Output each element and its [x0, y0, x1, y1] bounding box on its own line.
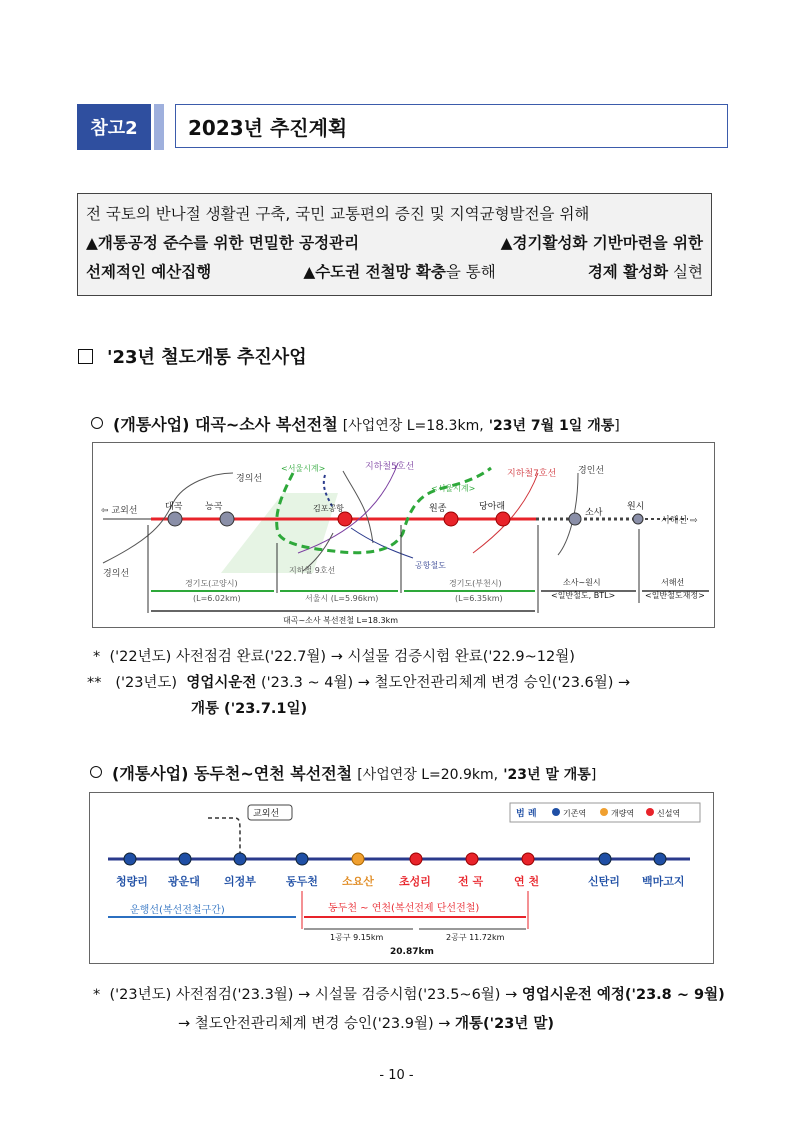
segment-sosa-wonsi-name: 소사~원시 [563, 578, 601, 587]
station-choseongni [410, 853, 422, 865]
label-operating-section: 운행선(복선전철구간) [130, 905, 225, 916]
label-total-length: 20.87km [390, 947, 434, 957]
segment-seohae-type: <일반철도재정> [645, 591, 705, 600]
station-gimpo-airport [338, 512, 352, 526]
project-2-open-date: '23년 말 개통 [503, 767, 591, 783]
section-heading [78, 343, 307, 369]
note-mark: ** [87, 675, 102, 691]
label-station-neunggok: 능곡 [205, 502, 223, 512]
project-2-note-1-text: ('23년도) 사전점검('23.3월) → 시설물 검증시험('23.5~6월) → [109, 987, 518, 1003]
label-station-soyosan: 소요산 [342, 875, 374, 888]
station-uijeongbu [234, 853, 246, 865]
reference-badge: 참고2 [77, 104, 151, 150]
station-wonsi [633, 514, 643, 524]
segment-bucheon-length: (L=6.35km) [455, 594, 503, 603]
label-station-baengmagoji: 백마고지 [642, 875, 685, 888]
circle-bullet-icon [91, 417, 103, 429]
station-jeongok [466, 853, 478, 865]
label-station-choseongni: 초성리 [399, 875, 431, 888]
project-1-name: (개통사업) 대곡~소사 복선전철 [113, 415, 338, 434]
summary-line-2 [86, 229, 703, 258]
label-station-cheongnyangni: 청량리 [116, 875, 148, 888]
summary-point-budget: ▲경기활성화 기반마련을 위한 [500, 234, 703, 252]
summary-text-via: 을 통해 [445, 263, 496, 281]
note-2-year: ('23년도) [115, 675, 178, 691]
section-title: '23년 철도개통 추진사업 [107, 347, 307, 368]
project-1-open-date: '23년 7월 1일 개통 [488, 418, 615, 434]
label-station-daegok: 대곡 [165, 502, 183, 512]
project-1-route-map [92, 442, 715, 628]
label-gyooe-line: ⇦ 교외선 [101, 506, 138, 516]
label-station-wonsi: 원시 [627, 502, 645, 512]
label-gyeongui-left: 경의선 [103, 569, 130, 579]
station-daegok [168, 512, 182, 526]
label-construction-section: 동두천 ~ 연천(복선전제 단선전철) [328, 903, 480, 914]
station-neunggok [220, 512, 234, 526]
segment-goyang-name: 경기도(고양시) [185, 579, 238, 588]
station-dangarae [496, 512, 510, 526]
project-2-heading [90, 761, 596, 784]
project-2-name: (개통사업) 동두천~연천 복선전철 [112, 764, 353, 783]
page-number: - 10 - [379, 1068, 414, 1083]
station-sosa [569, 513, 581, 525]
summary-text-realize: 실현 [673, 263, 703, 281]
label-line5: 지하철5호선 [365, 462, 415, 472]
project-2-note-1 [93, 983, 725, 1004]
station-gwangundae [179, 853, 191, 865]
project-2-note-2 [178, 1012, 554, 1033]
project-1-bracket: ] [614, 418, 620, 434]
label-zone1: 1공구 9.15km [330, 933, 384, 942]
project-2-opening: 개통('23년 말) [455, 1016, 554, 1032]
label-seoul-boundary-b: <서울시계> [431, 484, 476, 493]
note-2-text: ('23.3 ~ 4월) → 철도안전관리체계 변경 승인('23.6월) → [260, 675, 631, 691]
label-zone2: 2공구 11.72km [446, 933, 505, 942]
station-soyosan [352, 853, 364, 865]
note-mark: * [93, 987, 101, 1003]
legend-new: 신설역 [657, 809, 681, 818]
segment-seohae-name: 서해선 [661, 578, 685, 587]
label-station-sintanri: 신탄리 [588, 875, 620, 888]
project-1-heading [91, 412, 620, 435]
label-station-gwangundae: 광운대 [168, 875, 200, 888]
label-station-dongducheon: 동두천 [286, 875, 318, 888]
segment-seoul: 서울시 (L=5.96km) [305, 594, 379, 603]
summary-point-network: ▲수도권 전철망 확충 [303, 263, 446, 281]
total-length-label: 대곡~소사 복선전철 L=18.3km [283, 616, 399, 625]
summary-point-economy: 경제 활성화 [587, 263, 669, 281]
project-1-note-2 [87, 671, 630, 692]
segment-sosa-wonsi-type: <일반철도, BTL> [551, 591, 616, 600]
project-2-note-2-text: → 철도안전관리체계 변경 승인('23.9월) → [178, 1016, 451, 1032]
gyooe-dashed-line [208, 818, 240, 855]
project-1-extent: [사업연장 L=18.3km, [342, 418, 484, 434]
legend-existing-icon [552, 808, 560, 816]
summary-line-1 [86, 200, 703, 229]
station-wonjong [444, 512, 458, 526]
summary-point-schedule: ▲개통공정 준수를 위한 면밀한 공정관리 [86, 234, 360, 252]
project-2-route-map [89, 792, 714, 964]
header-accent-bar [154, 104, 164, 150]
label-line9: 지하철 9호선 [289, 566, 336, 575]
note-mark: * [93, 649, 101, 665]
label-station-jeongok: 전 곡 [458, 875, 484, 888]
square-bullet-icon [78, 349, 93, 364]
legend-existing: 기존역 [563, 809, 587, 818]
project-1-note-1 [93, 645, 575, 666]
project-2-trial-run: 영업시운전 예정('23.8 ~ 9월) [521, 987, 725, 1003]
station-yeoncheon [522, 853, 534, 865]
label-seohae-line: 서해선 ⇨ [661, 516, 698, 526]
label-gyeongin: 경인선 [578, 466, 605, 476]
legend-improved-icon [600, 808, 608, 816]
label-station-sosa: 소사 [585, 508, 603, 518]
page-title: 2023년 추진계획 [175, 104, 728, 148]
label-gyeongui-top: 경의선 [236, 474, 263, 484]
label-station-wonjong: 원종 [429, 504, 447, 514]
summary-line-3 [86, 258, 703, 287]
legend-title: 범 례 [516, 809, 537, 819]
project-2-bracket: ] [590, 767, 597, 783]
legend-improved: 개량역 [611, 809, 635, 818]
label-station-dangarae: 당아래 [479, 502, 506, 512]
label-station-yeoncheon: 연 천 [514, 875, 540, 888]
station-cheongnyangni [124, 853, 136, 865]
segment-bucheon-name: 경기도(부천시) [449, 579, 502, 588]
summary-box [77, 193, 712, 296]
legend-new-icon [646, 808, 654, 816]
circle-bullet-icon [90, 766, 102, 778]
station-baengmagoji [654, 853, 666, 865]
project-1-note-3: 개통 ('23.7.1일) [191, 701, 308, 717]
station-dongducheon [296, 853, 308, 865]
label-line7: 지하철7호선 [507, 469, 557, 479]
note-1-text: ('22년도) 사전점검 완료('22.7월) → 시설물 검증시험 완료('22.9~12월) [109, 649, 575, 665]
label-station-gimpo: 김포공항 [313, 504, 344, 513]
station-sintanri [599, 853, 611, 865]
label-airport-rail: 공항철도 [415, 561, 446, 570]
label-station-uijeongbu: 의정부 [224, 875, 256, 888]
label-gyooe: 교외선 [253, 809, 280, 819]
label-seoul-boundary-a: <서울시계> [281, 464, 326, 473]
summary-point-budget-2: 선제적인 예산집행 [86, 263, 212, 281]
note-2-trial-run: 영업시운전 [186, 675, 257, 691]
summary-text-1: 전 국토의 반나절 생활권 구축, 국민 교통편의 증진 및 지역균형발전을 위해 [86, 205, 590, 223]
project-2-extent: [사업연장 L=20.9km, [357, 767, 499, 783]
segment-goyang-length: (L=6.02km) [193, 594, 241, 603]
